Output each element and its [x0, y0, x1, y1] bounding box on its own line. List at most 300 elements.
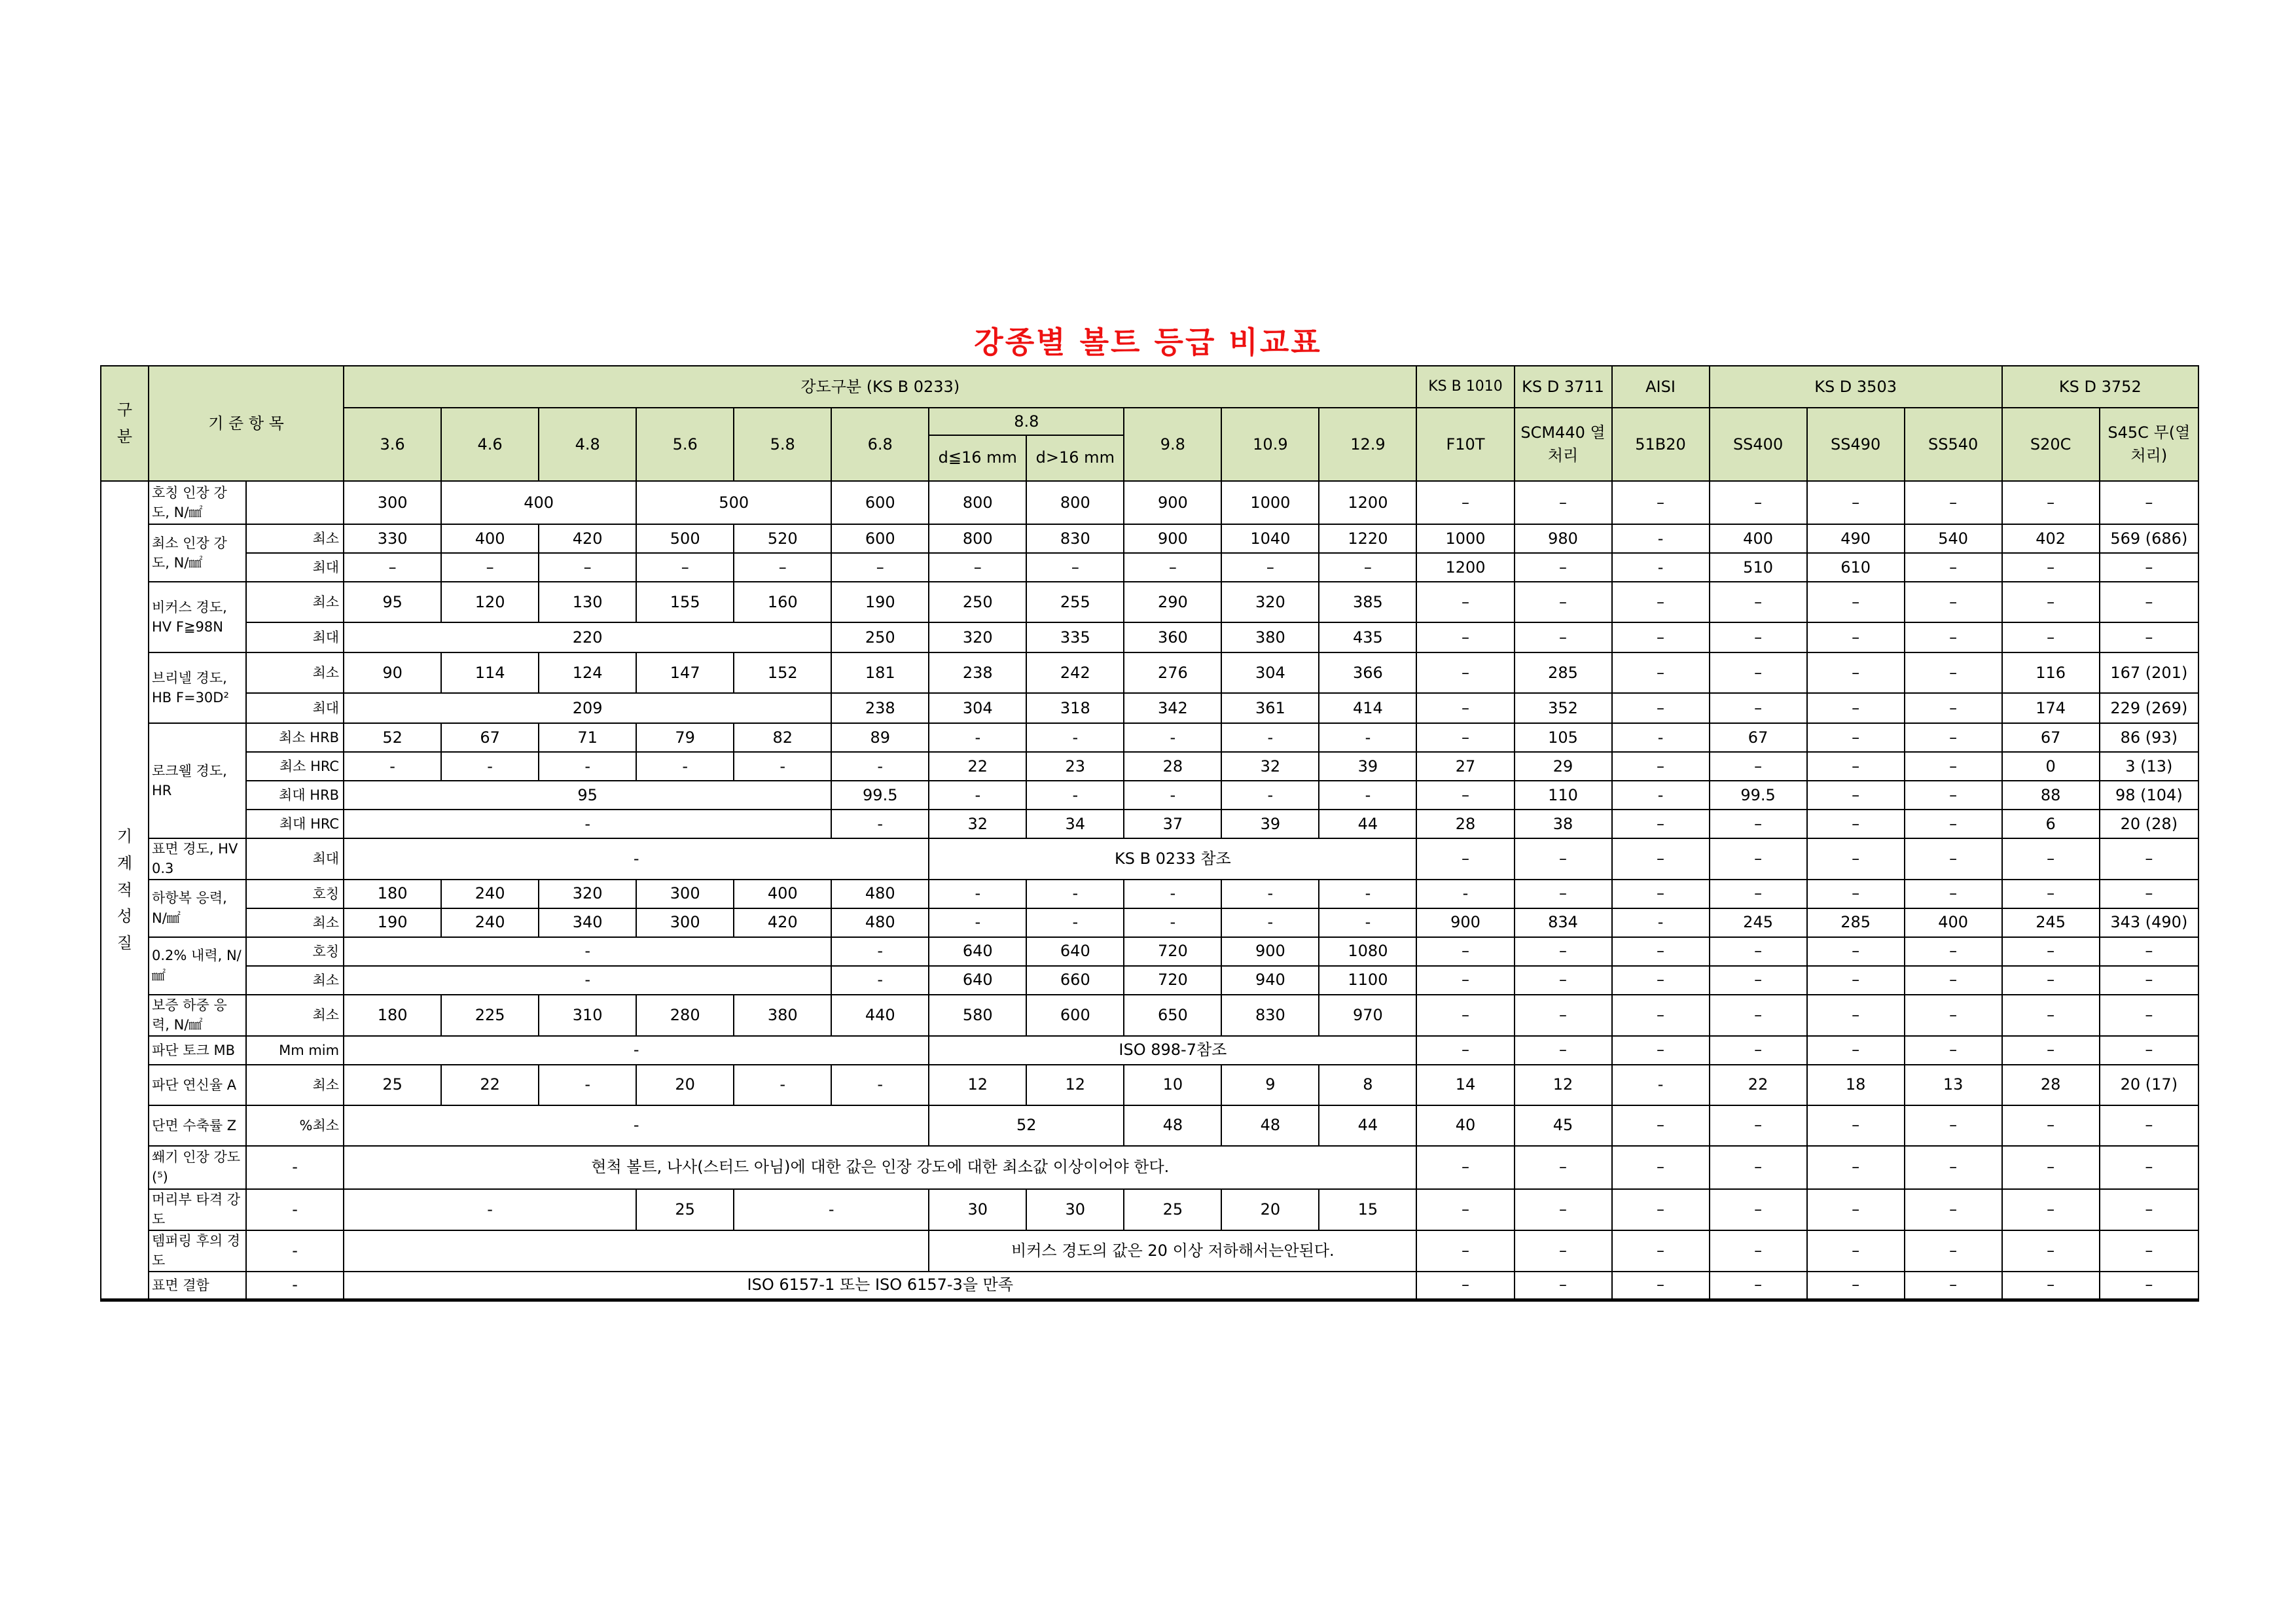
table-cell: 402: [2002, 524, 2100, 553]
table-cell: 22: [441, 1065, 539, 1105]
table-cell: 44: [1319, 810, 1416, 838]
table-cell: 320: [929, 622, 1026, 652]
row-sublabel: 최소: [246, 582, 344, 622]
table-cell: –: [1319, 553, 1416, 582]
table-cell: -: [1612, 524, 1710, 553]
table-cell: 240: [441, 908, 539, 937]
row-sublabel: 최소: [246, 524, 344, 553]
table-row: [101, 622, 2198, 652]
table-cell: –: [1807, 937, 1905, 966]
table-cell: –: [1416, 1230, 1514, 1272]
table-cell: 67: [1710, 723, 1807, 752]
header-grade: 5.6: [636, 408, 734, 481]
table-cell: 650: [1124, 995, 1221, 1036]
row-label: 템퍼링 후의 경도: [149, 1230, 246, 1272]
table-cell: –: [1807, 1230, 1905, 1272]
table-cell: –: [2002, 1146, 2100, 1189]
table-cell: 800: [929, 524, 1026, 553]
table-row: [101, 880, 2198, 908]
table-cell: 420: [734, 908, 831, 937]
table-cell: –: [1612, 880, 1710, 908]
table-cell: 13: [1905, 1065, 2002, 1105]
table-cell: 22: [1710, 1065, 1807, 1105]
table-cell: -: [1612, 553, 1710, 582]
table-cell: –: [1124, 553, 1221, 582]
header-f10t: F10T: [1416, 408, 1514, 481]
table-cell: –: [1905, 553, 2002, 582]
row-label: 보증 하중 응력, N/㎟: [149, 995, 246, 1036]
table-cell: 25: [636, 1189, 734, 1230]
table-cell: 720: [1124, 966, 1221, 995]
table-cell: 12: [929, 1065, 1026, 1105]
row-label: 최소 인장 강도, N/㎟: [149, 524, 246, 582]
table-cell: –: [1612, 652, 1710, 693]
table-cell: 352: [1515, 693, 1612, 723]
table-cell: -: [1319, 908, 1416, 937]
table-cell: –: [1807, 995, 1905, 1036]
table-cell: 310: [539, 995, 636, 1036]
table-row: [101, 1146, 2198, 1189]
table-cell: 25: [1124, 1189, 1221, 1230]
table-cell: 48: [1221, 1105, 1319, 1146]
table-row: [101, 838, 2198, 880]
table-cell: 1040: [1221, 524, 1319, 553]
table-cell: 490: [1807, 524, 1905, 553]
table-cell: -: [1221, 781, 1319, 810]
table-row: [101, 553, 2198, 582]
table-cell: 120: [441, 582, 539, 622]
table-cell: –: [1807, 1105, 1905, 1146]
table-cell: -: [1319, 781, 1416, 810]
table-cell: 970: [1319, 995, 1416, 1036]
row-sublabel: 호칭: [246, 880, 344, 908]
table-cell: –: [2002, 1272, 2100, 1300]
table-cell: –: [1612, 838, 1710, 880]
table-cell: -: [636, 752, 734, 781]
table-cell: 385: [1319, 582, 1416, 622]
table-cell: 980: [1515, 524, 1612, 553]
row-sublabel: 최소 HRC: [246, 752, 344, 781]
table-cell: -: [1612, 723, 1710, 752]
table-cell: –: [1416, 723, 1514, 752]
table-cell: –: [636, 553, 734, 582]
table-cell: –: [1416, 693, 1514, 723]
table-cell: –: [734, 553, 831, 582]
row-sublabel: 최소: [246, 966, 344, 995]
row-sublabel: [246, 481, 344, 524]
table-cell: –: [1710, 622, 1807, 652]
table-cell: 400: [441, 481, 636, 524]
header-gubun: 구 분: [101, 366, 149, 481]
table-cell: 124: [539, 652, 636, 693]
row-label: 파단 연신율 A: [149, 1065, 246, 1105]
table-cell: 900: [1221, 937, 1319, 966]
table-cell: –: [1807, 1036, 1905, 1065]
table-cell: 20: [636, 1065, 734, 1105]
header-s45c: S45C 무(열처리): [2100, 408, 2198, 481]
table-cell: -: [1124, 781, 1221, 810]
table-cell: -: [344, 1036, 929, 1065]
table-cell: 67: [441, 723, 539, 752]
table-cell: –: [1710, 1189, 1807, 1230]
row-sublabel: 최소 HRB: [246, 723, 344, 752]
table-cell: 220: [344, 622, 831, 652]
header-ksb1010: KS B 1010: [1416, 366, 1514, 408]
row-sublabel: -: [246, 1189, 344, 1230]
table-cell: –: [2002, 582, 2100, 622]
table-cell: -: [1026, 723, 1124, 752]
table-row: [101, 481, 2198, 524]
table-cell: –: [1416, 481, 1514, 524]
table-cell: 240: [441, 880, 539, 908]
header-ksd3711: KS D 3711: [1515, 366, 1612, 408]
table-cell: 99.5: [831, 781, 929, 810]
table-cell: 400: [1710, 524, 1807, 553]
table-cell: 400: [734, 880, 831, 908]
table-cell: 340: [539, 908, 636, 937]
table-cell: –: [1710, 838, 1807, 880]
table-cell: 71: [539, 723, 636, 752]
table-cell: 600: [1026, 995, 1124, 1036]
table-cell: –: [2002, 1230, 2100, 1272]
table-cell: 900: [1124, 524, 1221, 553]
table-cell: 834: [1515, 908, 1612, 937]
row-sublabel: %최소: [246, 1105, 344, 1146]
table-cell: 800: [1026, 481, 1124, 524]
table-cell: –: [1416, 966, 1514, 995]
table-body: [101, 366, 2198, 1300]
table-cell: –: [2100, 937, 2198, 966]
table-cell: –: [2100, 966, 2198, 995]
row-sublabel: -: [246, 1230, 344, 1272]
table-cell: 480: [831, 908, 929, 937]
table-cell: 39: [1319, 752, 1416, 781]
table-row: [101, 781, 2198, 810]
table-cell: -: [1612, 1065, 1710, 1105]
table-cell: –: [1905, 838, 2002, 880]
table-cell: –: [1515, 1189, 1612, 1230]
table-cell: –: [1710, 582, 1807, 622]
table-cell: –: [1515, 553, 1612, 582]
table-cell: –: [1807, 781, 1905, 810]
table-cell: –: [1905, 880, 2002, 908]
table-cell: 280: [636, 995, 734, 1036]
table-cell: 48: [1124, 1105, 1221, 1146]
header-grade: 12.9: [1319, 408, 1416, 481]
table-cell: –: [2100, 1036, 2198, 1065]
row-label: 0.2% 내력, N/㎟: [149, 937, 246, 995]
table-cell: ISO 6157-1 또는 ISO 6157-3을 만족: [344, 1272, 1416, 1300]
table-row: [101, 1105, 2198, 1146]
table-cell: –: [1807, 838, 1905, 880]
table-cell: 28: [1124, 752, 1221, 781]
table-cell: –: [1905, 1189, 2002, 1230]
table-cell: 540: [1905, 524, 2002, 553]
table-cell: 610: [1807, 553, 1905, 582]
table-cell: -: [344, 838, 929, 880]
table-cell: 86 (93): [2100, 723, 2198, 752]
table-cell: 500: [636, 481, 831, 524]
table-cell: –: [2100, 582, 2198, 622]
row-sublabel: -: [246, 1146, 344, 1189]
table-cell: 720: [1124, 937, 1221, 966]
table-cell: –: [1612, 1189, 1710, 1230]
table-cell: –: [1515, 995, 1612, 1036]
table-cell: –: [1416, 1146, 1514, 1189]
table-row: [101, 693, 2198, 723]
table-cell: -: [1026, 880, 1124, 908]
table-cell: -: [539, 752, 636, 781]
table-cell: –: [1905, 1230, 2002, 1272]
table-cell: -: [831, 1065, 929, 1105]
table-cell: –: [1612, 582, 1710, 622]
table-cell: 105: [1515, 723, 1612, 752]
table-cell: 6: [2002, 810, 2100, 838]
table-cell: 152: [734, 652, 831, 693]
table-cell: 380: [1221, 622, 1319, 652]
table-cell: –: [1515, 966, 1612, 995]
row-sublabel: 호칭: [246, 937, 344, 966]
row-label: 표면 경도, HV 0.3: [149, 838, 246, 880]
table-cell: 225: [441, 995, 539, 1036]
table-cell: 180: [344, 880, 441, 908]
table-cell: 300: [344, 481, 441, 524]
table-cell: 238: [929, 652, 1026, 693]
table-cell: -: [1319, 723, 1416, 752]
table-cell: –: [1515, 1036, 1612, 1065]
table-cell: 38: [1515, 810, 1612, 838]
table-cell: 44: [1319, 1105, 1416, 1146]
table-cell: –: [1807, 966, 1905, 995]
table-row: [101, 966, 2198, 995]
row-sublabel: 최대 HRB: [246, 781, 344, 810]
table-cell: 1000: [1416, 524, 1514, 553]
table-cell: -: [929, 880, 1026, 908]
header-grade-8-8-label: 8.8: [929, 408, 1123, 436]
table-cell: -: [1221, 880, 1319, 908]
table-cell: 67: [2002, 723, 2100, 752]
table-cell: 15: [1319, 1189, 1416, 1230]
table-cell: –: [1416, 1272, 1514, 1300]
table-cell: -: [539, 1065, 636, 1105]
bolt-grade-table: [100, 365, 2199, 1302]
table-cell: 245: [1710, 908, 1807, 937]
table-cell: -: [441, 752, 539, 781]
table-cell: –: [2100, 481, 2198, 524]
table-cell: –: [539, 553, 636, 582]
table-cell: 250: [929, 582, 1026, 622]
table-cell: 99.5: [1710, 781, 1807, 810]
table-cell: –: [2100, 1146, 2198, 1189]
table-row: [101, 723, 2198, 752]
table-cell: –: [2002, 1189, 2100, 1230]
table-cell: 400: [1905, 908, 2002, 937]
header-d-gt16: d>16 mm: [1035, 448, 1115, 467]
row-sublabel: 최소: [246, 995, 344, 1036]
table-cell: 440: [831, 995, 929, 1036]
table-cell: 3 (13): [2100, 752, 2198, 781]
table-cell: –: [929, 553, 1026, 582]
table-cell: –: [2002, 880, 2100, 908]
header-grade: 4.6: [441, 408, 539, 481]
table-row: [101, 524, 2198, 553]
table-cell: –: [1612, 752, 1710, 781]
table-cell: -: [929, 908, 1026, 937]
table-row: [101, 1272, 2198, 1300]
table-cell: –: [1515, 1146, 1612, 1189]
table-cell: 167 (201): [2100, 652, 2198, 693]
table-cell: 900: [1416, 908, 1514, 937]
table-cell: 285: [1807, 908, 1905, 937]
table-row: [101, 1189, 2198, 1230]
table-cell: 147: [636, 652, 734, 693]
table-cell: 18: [1807, 1065, 1905, 1105]
table-cell: 40: [1416, 1105, 1514, 1146]
table-cell: 27: [1416, 752, 1514, 781]
table-cell: 342: [1124, 693, 1221, 723]
table-cell: 89: [831, 723, 929, 752]
table-cell: 276: [1124, 652, 1221, 693]
table-cell: 580: [929, 995, 1026, 1036]
table-cell: –: [2002, 481, 2100, 524]
table-cell: 330: [344, 524, 441, 553]
row-label: 표면 결함: [149, 1272, 246, 1300]
table-row: [101, 1065, 2198, 1105]
table-cell: –: [1515, 622, 1612, 652]
table-cell: -: [1221, 908, 1319, 937]
table-cell: –: [1905, 781, 2002, 810]
row-sublabel: -: [246, 1272, 344, 1300]
table-cell: –: [1807, 652, 1905, 693]
table-cell: –: [1710, 1230, 1807, 1272]
table-cell: -: [929, 781, 1026, 810]
header-d-le16: d≦16 mm: [929, 436, 1027, 480]
table-cell: –: [1515, 937, 1612, 966]
table-cell: 190: [344, 908, 441, 937]
row-label: 단면 수축률 Z: [149, 1105, 246, 1146]
table-cell: 304: [929, 693, 1026, 723]
table-cell: –: [1905, 937, 2002, 966]
table-cell: 304: [1221, 652, 1319, 693]
table-cell: 28: [1416, 810, 1514, 838]
table-cell: –: [2002, 995, 2100, 1036]
table-cell: –: [441, 553, 539, 582]
table-cell: –: [1905, 652, 2002, 693]
table-cell: -: [344, 966, 831, 995]
header-ss540: SS540: [1905, 408, 2002, 481]
table-cell: -: [1221, 723, 1319, 752]
table-cell: 435: [1319, 622, 1416, 652]
header-ss490: SS490: [1807, 408, 1905, 481]
row-label: 브리넬 경도, HB F=30D²: [149, 652, 246, 723]
table-cell: –: [1612, 693, 1710, 723]
table-cell: –: [1905, 995, 2002, 1036]
table-cell: 940: [1221, 966, 1319, 995]
table-cell: 500: [636, 524, 734, 553]
table-cell: 160: [734, 582, 831, 622]
table-cell: 285: [1515, 652, 1612, 693]
table-cell: 290: [1124, 582, 1221, 622]
table-cell: -: [1026, 781, 1124, 810]
table-cell: 414: [1319, 693, 1416, 723]
table-row: [101, 1036, 2198, 1065]
row-sublabel: 최대: [246, 838, 344, 880]
row-label: 머리부 타격 강도: [149, 1189, 246, 1230]
table-cell: 10: [1124, 1065, 1221, 1105]
table-cell: –: [1807, 752, 1905, 781]
table-cell: –: [1807, 1146, 1905, 1189]
table-cell: –: [2100, 1189, 2198, 1230]
table-cell: 52: [929, 1105, 1124, 1146]
table-cell: 360: [1124, 622, 1221, 652]
header-grade: 5.8: [734, 408, 831, 481]
side-label-mechanical: 기 계 적 성 질: [101, 481, 149, 1300]
table-cell: -: [831, 966, 929, 995]
table-cell: 32: [1221, 752, 1319, 781]
table-cell: –: [1515, 838, 1612, 880]
table-cell: –: [2100, 622, 2198, 652]
table-cell: –: [1416, 838, 1514, 880]
table-cell: –: [1807, 810, 1905, 838]
table-cell: –: [1612, 937, 1710, 966]
header-criteria: 기 준 항 목: [149, 366, 344, 481]
table-cell: –: [2100, 880, 2198, 908]
table-cell: 209: [344, 693, 831, 723]
table-cell: –: [1710, 481, 1807, 524]
table-cell: –: [1905, 810, 2002, 838]
table-cell: 335: [1026, 622, 1124, 652]
table-cell: –: [1807, 481, 1905, 524]
header-grade: 9.8: [1124, 408, 1221, 481]
table-cell: –: [1807, 1189, 1905, 1230]
table-cell: –: [1905, 481, 2002, 524]
table-cell: 9: [1221, 1065, 1319, 1105]
table-cell: 242: [1026, 652, 1124, 693]
table-cell: –: [1807, 622, 1905, 652]
table-cell: 23: [1026, 752, 1124, 781]
table-cell: -: [831, 937, 929, 966]
table-row: [101, 408, 2198, 481]
table-cell: –: [1710, 652, 1807, 693]
table-cell: 32: [929, 810, 1026, 838]
table-cell: 28: [2002, 1065, 2100, 1105]
table-row: [101, 582, 2198, 622]
table-cell: 25: [344, 1065, 441, 1105]
table-cell: –: [1905, 582, 2002, 622]
table-cell: –: [1710, 1272, 1807, 1300]
table-row: [101, 752, 2198, 781]
table-cell: 82: [734, 723, 831, 752]
table-cell: –: [831, 553, 929, 582]
table-cell: –: [1710, 880, 1807, 908]
table-cell: –: [1416, 995, 1514, 1036]
table-cell: 116: [2002, 652, 2100, 693]
table-cell: 229 (269): [2100, 693, 2198, 723]
table-cell: 510: [1710, 553, 1807, 582]
table-cell: 640: [929, 966, 1026, 995]
header-s20c: S20C: [2002, 408, 2100, 481]
header-grade: 10.9: [1221, 408, 1319, 481]
table-cell: –: [1905, 622, 2002, 652]
table-cell: –: [1710, 752, 1807, 781]
table-cell: –: [1612, 1036, 1710, 1065]
table-cell: –: [1905, 693, 2002, 723]
table-cell: 830: [1221, 995, 1319, 1036]
table-cell: 37: [1124, 810, 1221, 838]
table-cell: 1220: [1319, 524, 1416, 553]
table-cell: –: [1026, 553, 1124, 582]
table-cell: 190: [831, 582, 929, 622]
